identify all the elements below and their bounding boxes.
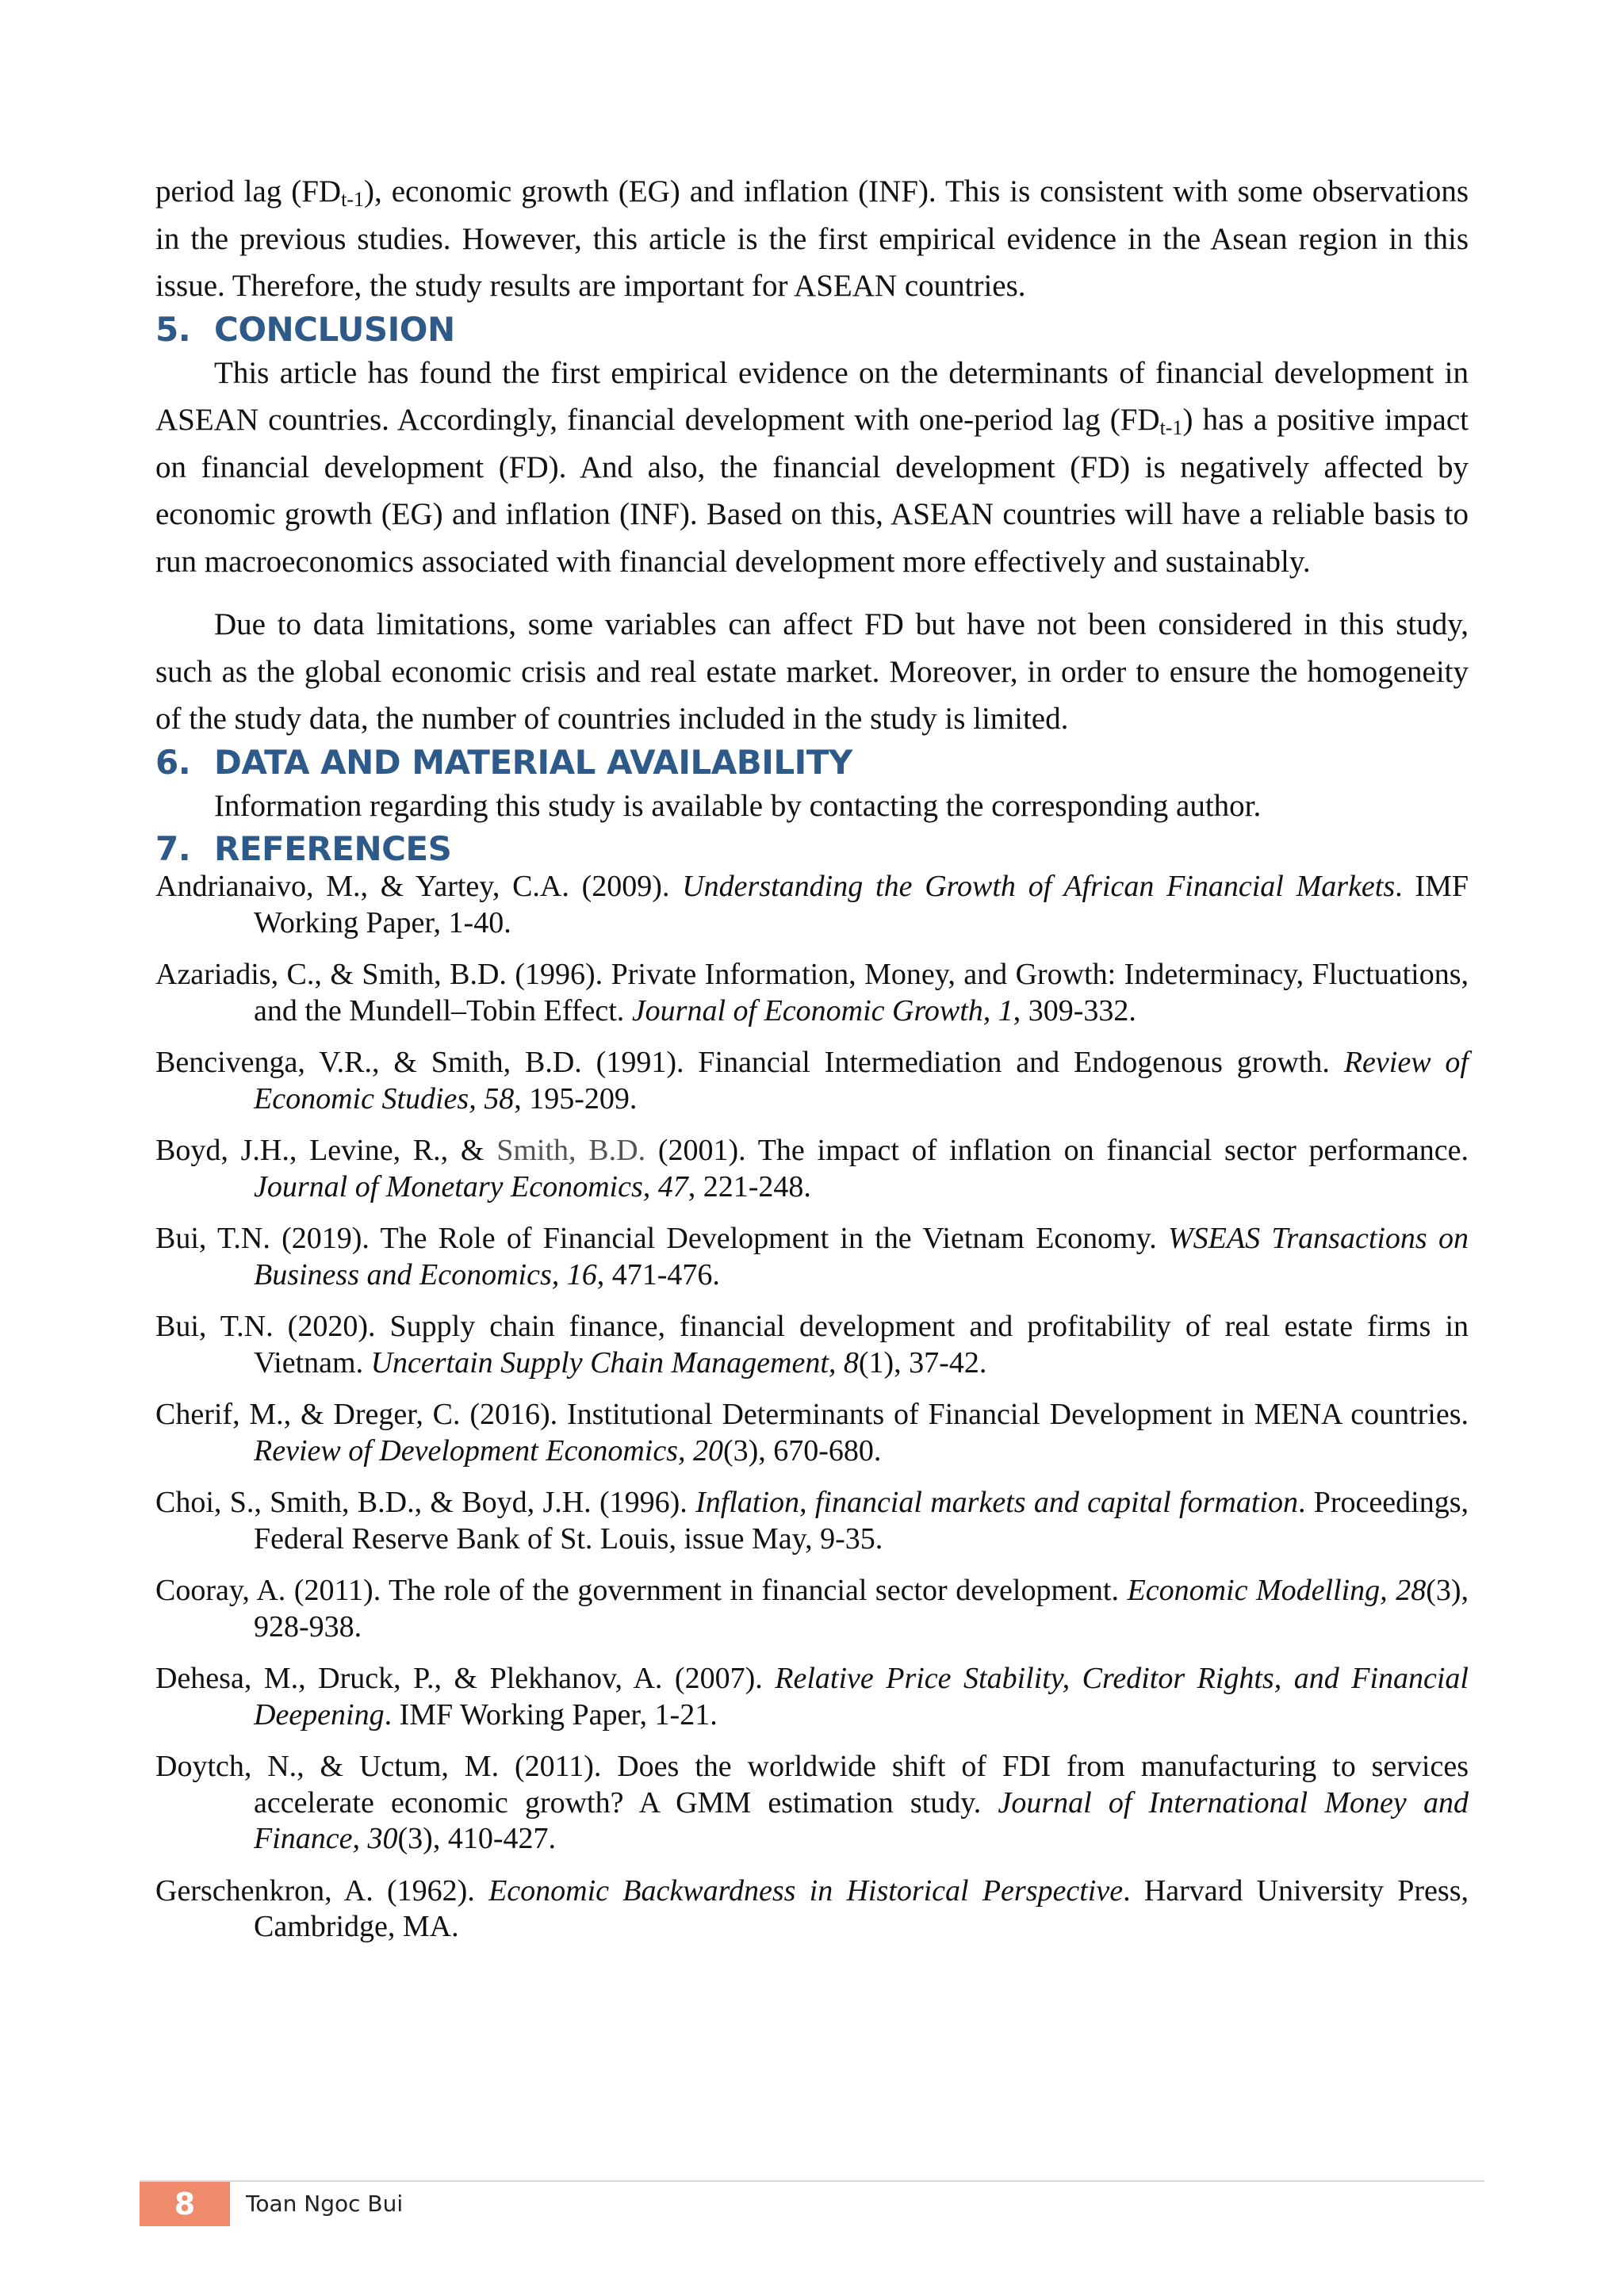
- reference-item: Gerschenkron, A. (1962). Economic Backwardness in Historical Perspective. Harvard University Press, Cambridge, MA.: [155, 1873, 1469, 1943]
- page-footer: [140, 2180, 1484, 2231]
- data-availability-paragraph: Information regarding this study is available by contacting the corresponding author.: [214, 788, 1262, 823]
- reference-list: [155, 869, 1469, 1946]
- intro-paragraph: period lag $(FD_{t-1})$, economic growth (EG) and inflation (INF). This is consistent with some observations in the previous studies. However, this article is the first empirical evidence in the Asean region in this issue. Therefore, the study results are important for ASEAN countries.: [155, 174, 1469, 303]
- reference-item: Bencivenga, V.R., & Smith, B.D. (1991). Financial Intermediation and Endogenous growth. Review of Economic Studies, 58, 195-209.: [155, 1046, 1469, 1115]
- page-number: 8: [140, 2182, 230, 2226]
- reference-item: Dehesa, M., Druck, P., & Plekhanov, A. (2007). Relative Price Stability, Creditor Rights, and Financial Deepening. IMF Working Paper, 1-21.: [155, 1662, 1469, 1732]
- section-heading-data-availability: 6. DATA AND MATERIAL AVAILABILITY: [155, 742, 852, 782]
- reference-item: Boyd, J.H., Levine, R., & Smith, B.D. (2001). The impact of inflation on financial sector performance. Journal of Monetary Economics, 47, 221-248.: [155, 1134, 1469, 1203]
- reference-item: Bui, T.N. (2020). Supply chain finance, financial development and profitability of real estate firms in Vietnam. Uncertain Supply Chain Management, 8(1), 37-42.: [155, 1310, 1469, 1380]
- section-heading-conclusion: 5. CONCLUSION: [155, 309, 455, 349]
- reference-item: Doytch, N., & Uctum, M. (2011). Does the worldwide shift of FDI from manufacturing to services accelerate economic growth? A GMM estimation study. Journal of International Money and Finance, 30(3), 410-427.: [155, 1750, 1469, 1855]
- section-heading-references: 7. REFERENCES: [155, 829, 452, 868]
- reference-item: Cooray, A. (2011). The role of the government in financial sector development. Economic Modelling, 28(3), 928-938.: [155, 1574, 1469, 1644]
- reference-item: Cherif, M., & Dreger, C. (2016). Institutional Determinants of Financial Development in MENA countries. Review of Development Economics, 20(3), 670-680.: [155, 1398, 1469, 1468]
- reference-item: Azariadis, C., & Smith, B.D. (1996). Private Information, Money, and Growth: Indeterminacy, Fluctuations, and the Mundell–Tobin Effect. Journal of Economic Growth, 1, 309-332.: [155, 958, 1469, 1027]
- page-content: [155, 168, 1469, 1961]
- footer-author: Toan Ngoc Bui: [246, 2191, 404, 2217]
- reference-item: Bui, T.N. (2019). The Role of Financial Development in the Vietnam Economy. WSEAS Transactions on Business and Economics, 16, 471-476.: [155, 1222, 1469, 1292]
- reference-item: Andrianaivo, M., & Yartey, C.A. (2009). Understanding the Growth of African Financial Markets. IMF Working Paper, 1-40.: [155, 870, 1469, 939]
- reference-item: Choi, S., Smith, B.D., & Boyd, J.H. (1996). Inflation, financial markets and capital formation. Proceedings, Federal Reserve Bank of St. Louis, issue May, 9-35.: [155, 1486, 1469, 1556]
- conclusion-paragraph-2: Due to data limitations, some variables can affect FD but have not been considered in this study, such as the global economic crisis and real estate market. Moreover, in order to ensure the homogeneity of the study data, the number of countries included in the study is limited.: [155, 607, 1469, 736]
- conclusion-paragraph-1: This article has found the first empirical evidence on the determinants of financial development in ASEAN countries. Accordingly, financial development with one-period lag $(FD_{t-1})$ has a positive impact on financial development (FD). And also, the financial development (FD) is negatively affected by economic growth (EG) and inflation (INF). Based on this, ASEAN countries will have a reliable basis to run macroeconomics associated with financial development more effectively and sustainably.: [155, 355, 1469, 579]
